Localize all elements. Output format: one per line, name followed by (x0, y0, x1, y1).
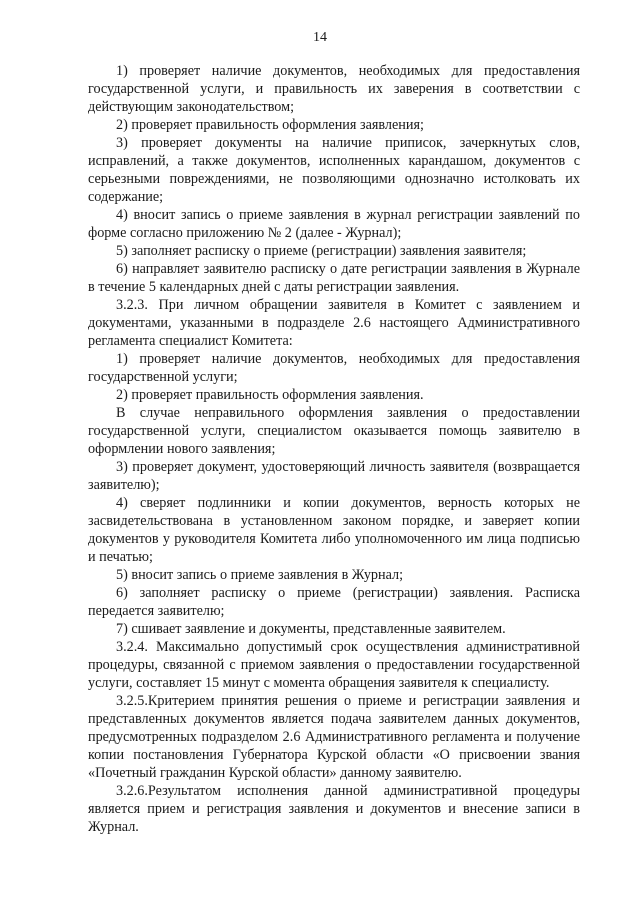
paragraph: В случае неправильного оформления заявления о предоставлении государственной услуги, специалистом оказывается помощь заявителю в оформлении нового заявления; (88, 405, 580, 457)
paragraph: 3) проверяет документы на наличие приписок, зачеркнутых слов, исправлений, а также документов, исполненных карандашом, документов с серьезными повреждениями, не позволяющими однозначно истолковать их содержание; (88, 135, 580, 205)
paragraph: 4) вносит запись о приеме заявления в журнал регистрации заявлений по форме согласно приложению № 2 (далее - Журнал); (88, 207, 580, 241)
paragraph: 3.2.3. При личном обращении заявителя в Комитет с заявлением и документами, указанными в подразделе 2.6 настоящего Административного регламента специалист Комитета: (88, 297, 580, 349)
paragraph: 1) проверяет наличие документов, необходимых для предоставления государственной услуги; (88, 351, 580, 385)
paragraph: 3.2.6.Результатом исполнения данной административной процедуры является прием и регистрация заявления и документов и внесение записи в Журнал. (88, 783, 580, 835)
paragraph: 5) вносит запись о приеме заявления в Журнал; (116, 567, 404, 583)
paragraph: 3.2.4. Максимально допустимый срок осуществления административной процедуры, связанной с приемом заявления о предоставлении государственной услуги, составляет 15 минут с момента обращения заявителя к специалисту. (88, 639, 580, 691)
page-number: 14 (313, 30, 327, 45)
paragraph: 4) сверяет подлинники и копии документов, верность которых не засвидетельствована в установленном законом порядке, и заверяет копии документов у руководителя Комитета либо уполномоченного им лица подписью и печатью; (88, 495, 580, 565)
document-body (88, 62, 580, 836)
paragraph: 5) заполняет расписку о приеме (регистрации) заявления заявителя; (116, 243, 527, 259)
paragraph: 6) направляет заявителю расписку о дате регистрации заявления в Журнале в течение 5 календарных дней с даты регистрации заявления. (88, 261, 580, 295)
paragraph: 1) проверяет наличие документов, необходимых для предоставления государственной услуги, и правильность их заверения в соответствии с действующим законодательством; (88, 63, 580, 115)
paragraph: 3.2.5.Критерием принятия решения о приеме и регистрации заявления и представленных документов является подача заявителем данных документов, предусмотренных подразделом 2.6 Административного регламента и получение копии постановления Губернатора Курской области «О присвоении звания «Почетный гражданин Курской области» данному заявителю. (88, 693, 580, 781)
paragraph: 6) заполняет расписку о приеме (регистрации) заявления. Расписка передается заявителю; (88, 585, 580, 619)
paragraph: 2) проверяет правильность оформления заявления. (116, 387, 424, 403)
paragraph: 3) проверяет документ, удостоверяющий личность заявителя (возвращается заявителю); (88, 459, 580, 493)
paragraph: 2) проверяет правильность оформления заявления; (116, 117, 424, 133)
paragraph: 7) сшивает заявление и документы, представленные заявителем. (116, 621, 506, 637)
